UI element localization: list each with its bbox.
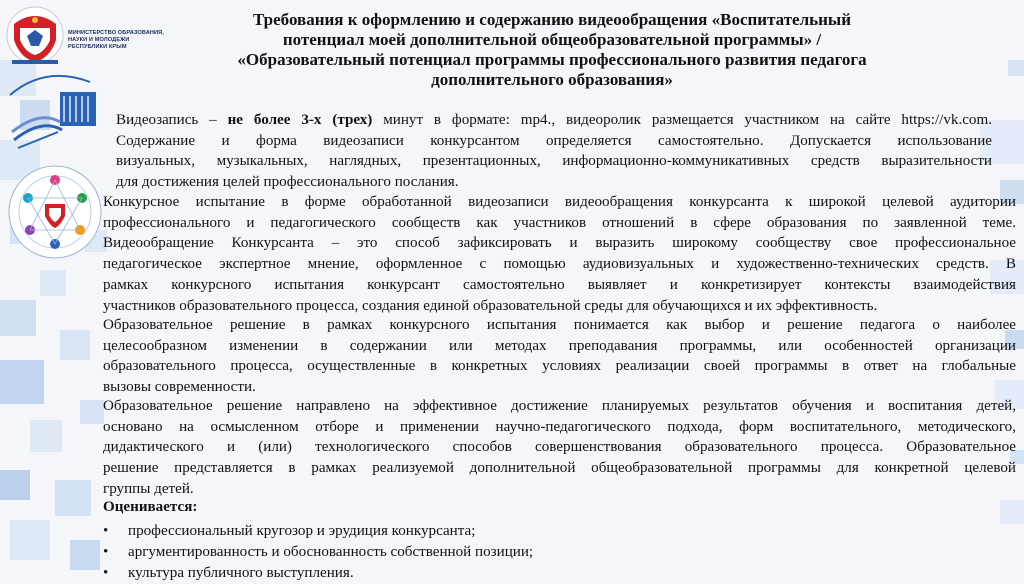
paragraph-line: Конкурсное испытание в форме обработанной видеозаписи видеообращения конкурсанта к широкой целевой аудитории	[103, 194, 1016, 210]
text-run: минут в формате: mp4., видеоролик размещается участником на сайте https://vk.com.	[372, 112, 992, 128]
paragraph-line: профессионального и педагогического сообществ как участников отношений в сфере образования по заявленной теме.	[103, 214, 1016, 231]
video-format-paragraph	[116, 110, 992, 193]
paragraph-line: визуальных, музыкальных, наглядных, презентационных, информационно-коммуникативных средств выразительности	[116, 153, 992, 170]
logo-sidebar	[0, 0, 110, 576]
paragraph-line: дидактического и (или) технологического способов совершенствования образовательного процесса. Образовательное	[103, 439, 1016, 456]
evaluation-heading: Оценивается:	[103, 499, 198, 515]
list-item	[103, 542, 533, 563]
paragraph-line: Образовательное решение в рамках конкурсного испытания понимается как выбор и решение педагога о наиболее	[103, 317, 1016, 333]
title-line: потенциал моей дополнительной общеобразовательной программы» /	[282, 30, 822, 49]
paragraph-line	[116, 110, 992, 131]
ministry-label	[68, 30, 178, 51]
title-line: Требования к оформлению и содержанию видеообращения «Воспитательный	[252, 10, 851, 29]
bullet-icon: •	[103, 544, 109, 560]
duration-limit: не более 3-х (трех)	[227, 112, 373, 128]
paragraph-line: Образовательное решение направлено на эффективное достижение планируемых результатов обучения и воспитания детей,	[103, 398, 1016, 414]
title-line: «Образовательный потенциал программы профессионального развития педагога	[237, 50, 867, 69]
paragraph-line: для достижения целей профессионального послания.	[116, 174, 459, 191]
ministry-line: НАУКИ И МОЛОДЕЖИ	[68, 37, 130, 43]
paragraph-line: основано на осмысленном отборе и применении научно-педагогического подхода, форм воспитательного, методического,	[103, 418, 1016, 435]
crimea-emblem-icon	[7, 7, 63, 64]
paragraph-line: участников образовательного процесса, создания единой образовательной среды для обучающихся и их эффективность.	[103, 297, 878, 314]
bullet-icon: •	[103, 565, 109, 581]
paragraph-line: вызовы современности.	[103, 379, 256, 396]
list-item	[103, 521, 533, 542]
paragraph-line: решение представляется в рамках реализуемой дополнительной общеобразовательной программы для конкретной целевой	[103, 460, 1016, 477]
competition-description-paragraph	[103, 192, 1016, 316]
evaluation-criteria-list	[103, 521, 533, 584]
criterion-text: аргументированность и обоснованность собственной позиции;	[128, 544, 534, 560]
educational-solution-paragraph	[103, 315, 1016, 398]
text-run: Видеозапись –	[116, 112, 228, 128]
bullet-icon: •	[103, 523, 109, 539]
paragraph-line: целесообразном изменении в содержании или методах преподавания программы, или особенностей организации	[103, 337, 1016, 354]
paragraph-line: группы детей.	[103, 480, 194, 497]
paragraph-line: Содержание и форма видеозаписи конкурсантом определяется самостоятельно. Допускается использование	[116, 132, 992, 149]
ministry-line: МИНИСТЕРСТВО ОБРАЗОВАНИЯ,	[68, 30, 164, 36]
palace-of-pioneers-logo-icon	[10, 76, 96, 148]
paragraph-line: Видеообращение Конкурсанта – это способ зафиксировать и выразить широкому сообществу свое профессиональное	[103, 235, 1016, 252]
paragraph-line: рамках конкурсного испытания конкурсант самостоятельно выявляет и конкретизирует контексты взаимодействия	[103, 276, 1016, 293]
criterion-text: профессиональный кругозор и эрудиция конкурсанта;	[128, 523, 476, 539]
regional-model-center-logo-icon	[9, 166, 101, 258]
criterion-text: культура публичного выступления.	[128, 565, 354, 581]
list-item	[103, 563, 533, 584]
paragraph-line: педагогическое экспертное мнение, оформленное с помощью аудиовизуальных и художественно-технических средств. В	[103, 256, 1016, 273]
page-title	[180, 10, 924, 90]
ministry-line: РЕСПУБЛИКИ КРЫМ	[68, 44, 127, 50]
solution-goal-paragraph	[103, 396, 1016, 500]
title-line: дополнительного образования»	[431, 70, 673, 89]
paragraph-line: образовательного процесса, осуществленные в конкретных условиях реализации своей программы в ответ на глобальные	[103, 358, 1016, 375]
